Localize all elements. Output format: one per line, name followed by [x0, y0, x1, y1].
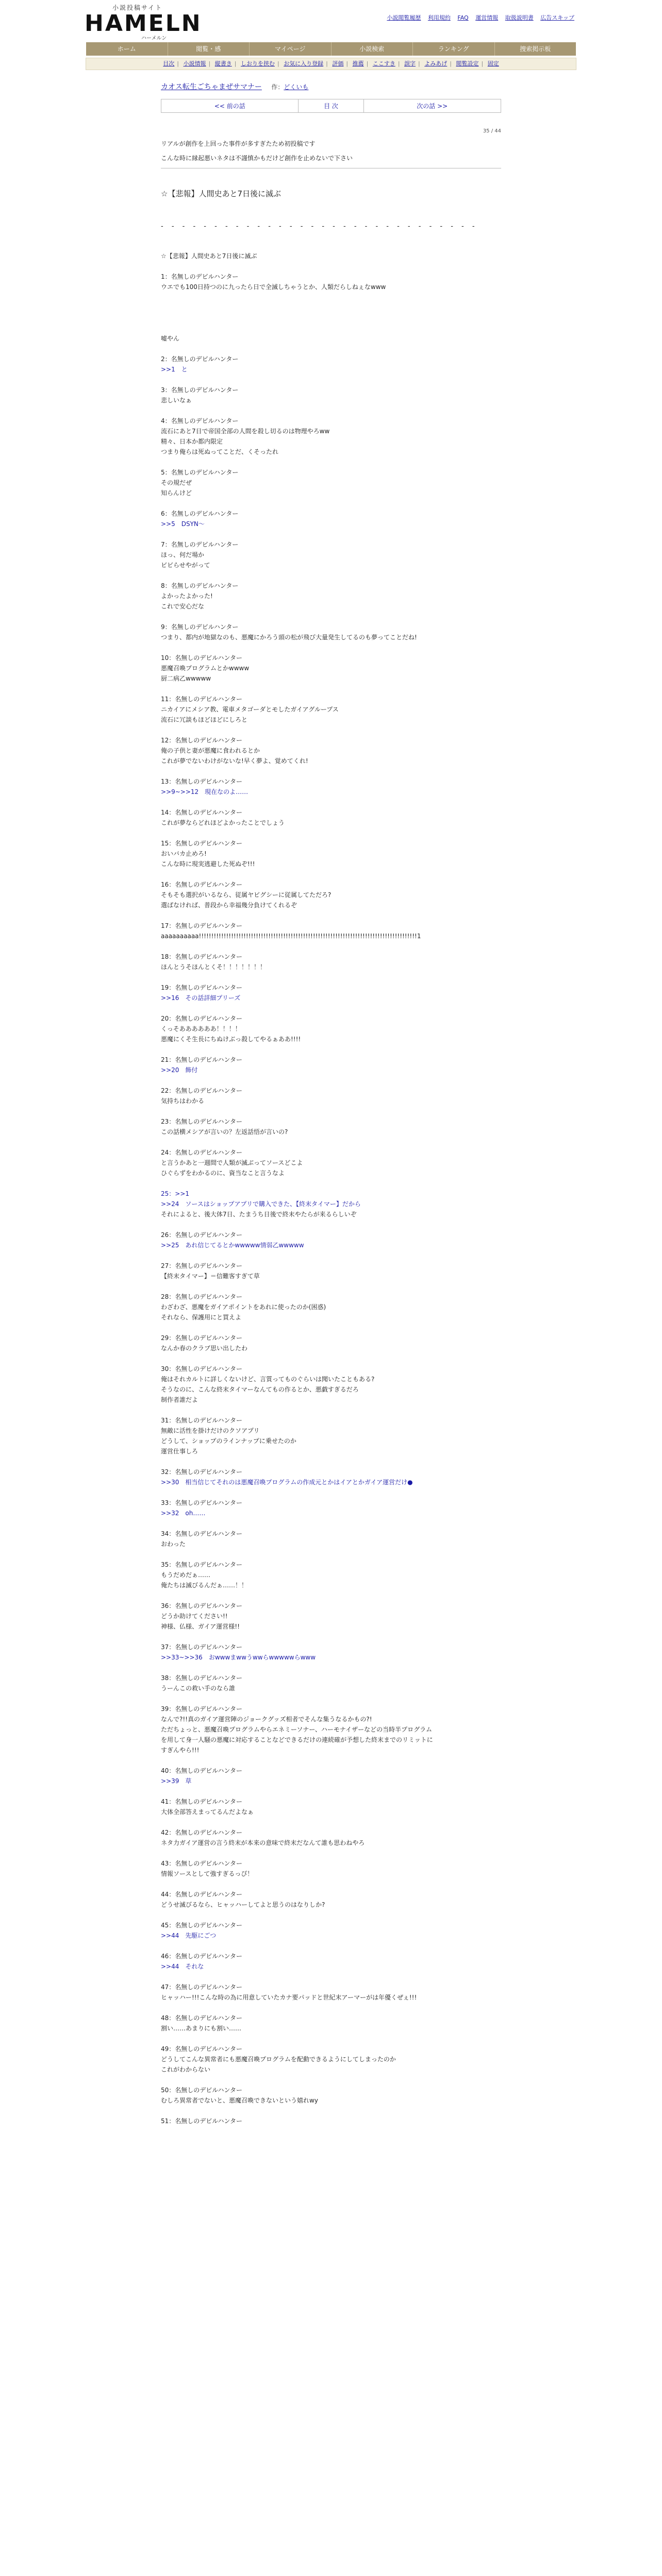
body-line: >>5 DSYN～: [161, 520, 205, 528]
body-line: 運営仕事しろ: [161, 1448, 198, 1455]
body-line: 5：名無しのデビルハンター: [161, 469, 239, 476]
separator: |: [481, 60, 484, 67]
body-line: 41：名無しのデビルハンター: [161, 1798, 242, 1805]
blank-line: [161, 941, 501, 952]
blank-line: [161, 869, 501, 879]
separator: |: [450, 60, 452, 67]
body-line: 選ばなければ、普段から幸福幾分負けてくれるぞ: [161, 902, 297, 909]
blank-line: [161, 684, 501, 694]
blank-line: [161, 529, 501, 539]
blank-line: [161, 1003, 501, 1013]
nav-search[interactable]: 小説検索: [332, 42, 413, 56]
body-line: 27：名無しのデビルハンター: [161, 1262, 242, 1269]
blank-line: [161, 1106, 501, 1116]
body-line: 36：名無しのデビルハンター: [161, 1602, 242, 1609]
novel-title-link[interactable]: カオス転生ごちゃまぜサマナー: [161, 83, 262, 91]
main-nav: [86, 42, 576, 56]
body-line: >>33~>>36 おwwwまwwうwwらwwwwwらwww: [161, 1654, 316, 1661]
blank-line: [161, 1632, 501, 1642]
body-line: この話横メシアが言いの？左返話悟が言いの?: [161, 1128, 288, 1136]
body-line: 28：名無しのデビルハンター: [161, 1293, 242, 1300]
body-line: むしろ異常者でないと、悪魔召喚できないという嬉れwy: [161, 2097, 318, 2104]
body-line: 50：名無しのデビルハンター: [161, 2087, 242, 2094]
body-line: 30：名無しのデビルハンター: [161, 1365, 242, 1372]
body-line: 6：名無しのデビルハンター: [161, 510, 239, 517]
body-line: 39：名無しのデビルハンター: [161, 1705, 242, 1713]
blank-line: [161, 642, 501, 653]
body-line: これがわからない: [161, 2066, 211, 2073]
body-line: 7：名無しのデビルハンター: [161, 541, 239, 548]
logo-sub: ハーメルン: [141, 36, 167, 41]
blank-line: [161, 1693, 501, 1704]
body-line: 38：名無しのデビルハンター: [161, 1674, 242, 1682]
separator: |: [277, 60, 279, 67]
chapter-title: ☆【悲報】人間史あと7日後に滅ぶ: [161, 189, 281, 198]
blank-line: [161, 1590, 501, 1601]
body-line: 精々、日本か都内限定: [161, 438, 223, 445]
blank-line: [161, 261, 501, 272]
blank-line: [161, 292, 501, 302]
body-line: >>16 その話詳細プリーズ: [161, 994, 241, 1002]
body-line: 19：名無しのデビルハンター: [161, 984, 242, 991]
body-line: どうか助けてください!!: [161, 1613, 228, 1620]
author-label: [271, 83, 308, 91]
body-line: 2：名無しのデビルハンター: [161, 355, 239, 363]
separator: |: [208, 60, 211, 67]
blank-line: [161, 1075, 501, 1086]
logo-text: HAMELN: [85, 10, 202, 37]
subnav-readaloud[interactable]: よみあげ: [424, 60, 448, 67]
body-line: 知らんけど: [161, 489, 192, 497]
body-line: ほんとうそほんとくそ！！！！！！！: [161, 963, 267, 971]
body-line: ☆【悲報】人間史あと7日後に滅ぶ: [161, 252, 257, 260]
body-line: 無敵に活性を掛けだけのクソアプリ: [161, 1427, 260, 1434]
blank-line: [161, 1518, 501, 1529]
blank-line: [161, 344, 501, 354]
separator: |: [366, 60, 369, 67]
body-line: ビビらせやがって: [161, 562, 210, 569]
body-line: ニカイアにメシア教、電車メタゴーダとモしたガイアグループス: [161, 706, 339, 713]
blank-line: [161, 725, 501, 735]
body-line: どうせ滅びるなら、ヒャッハーしてよと思うのはなりしか?: [161, 1901, 325, 1908]
body-line: すぎんやら!!!: [161, 1747, 200, 1754]
body-line: うーんこの救い手のなら誰: [161, 1685, 236, 1692]
body-line: 俺はそれカルトに詳しくないけど、言質ってものぐらいは聞いたこともある?: [161, 1376, 375, 1383]
subnav-typo[interactable]: 誤字: [404, 60, 416, 67]
body-line: ほっ、何だ場か: [161, 551, 205, 558]
blank-line: [161, 375, 501, 385]
body-line: こんな時に現実逃避した死ぬぞ!!!: [161, 860, 255, 868]
body-line: 16：名無しのデビルハンター: [161, 881, 242, 888]
blank-line: [161, 405, 501, 416]
body-line: 割い……あまりにも割い……: [161, 2025, 242, 2032]
separator: |: [398, 60, 400, 67]
blank-line: [161, 570, 501, 581]
body-line: そうなのに、こんな終末タイマーなんてもの作るとか、悪戯すぎるだろ: [161, 1386, 359, 1393]
body-line: 17：名無しのデビルハンター: [161, 922, 242, 929]
body-line: >>9~>>12 現在なのよ……: [161, 788, 249, 795]
blank-line: [161, 1817, 501, 1827]
blank-line: [161, 1910, 501, 1920]
toc-link[interactable]: 目 次: [324, 103, 338, 110]
nav-ranking[interactable]: ランキング: [413, 42, 495, 56]
body-line: 13：名無しのデビルハンター: [161, 778, 242, 785]
subnav-bookmark[interactable]: しおりを挟む: [240, 60, 275, 67]
body-line: ただちょっと、悪魔召喚プログラムやらエネミーソナー、ハーモナイザーなどの当時半プログラム: [161, 1726, 432, 1733]
body-line: 悪魔召喚プログラムとかwwww: [161, 665, 250, 672]
body-line: 気持ちはわかる: [161, 1097, 205, 1105]
blank-line: [161, 1281, 501, 1292]
blank-line: [161, 2075, 501, 2085]
body-line: 14：名無しのデビルハンター: [161, 809, 242, 816]
body-line: 23：名無しのデビルハンター: [161, 1118, 242, 1125]
body-line: >>39 草: [161, 1777, 192, 1785]
body-line: ネタ力ガイア運営の言う終末が本来の意味で終末だなんて誰も思わねやろ: [161, 1839, 365, 1846]
blank-line: [161, 1044, 501, 1055]
pager-toc-cell: [299, 99, 363, 113]
blank-line: [161, 766, 501, 776]
subnav-fixed[interactable]: 固定: [487, 60, 499, 67]
body-line: 11：名無しのデビルハンター: [161, 696, 242, 703]
body-line: ヒャッハー!!!こんな時の為に用意していたカナ要パッドと世紀末アーマーがは年優くぜぇ!!!: [161, 1994, 417, 2001]
body-line: 3：名無しのデビルハンター: [161, 386, 239, 394]
prev-chapter-link[interactable]: << 前の話: [214, 103, 245, 110]
novel-header: [161, 81, 501, 92]
body-line: aaaaaaaaaa!!!!!!!!!!!!!!!!!!!!!!!!!!!!!!!!!!!!!!!!!!!!!!!!!!!!!!!!!!!!!!!!!!!!!!!!!!!!!!!!!!!!!!!!1: [161, 933, 421, 940]
body-line: わざわざ、悪魔をガイアポイントをあれに使ったのか(困惑): [161, 1303, 326, 1311]
body-line: 51：名無しのデビルハンター: [161, 2117, 242, 2125]
dash-separator: - - - - - - - - - - - - - - - - - - - - - - - - - - - - - -: [161, 223, 478, 230]
pager-next-cell: [363, 99, 501, 113]
body-line: 33：名無しのデビルハンター: [161, 1499, 242, 1506]
header-link-manual[interactable]: 取扱説明書: [505, 14, 534, 21]
body-line: そもそも選択がいるなら、従属ヤビグシーに従属してただろ?: [161, 891, 332, 899]
author-prefix: 作：: [271, 83, 284, 91]
body-line: 45：名無しのデビルハンター: [161, 1922, 242, 1929]
body-line: 悲しいなぁ: [161, 397, 192, 404]
body-line: と言うかあと一週間で人類が滅ぶってソースどこよ: [161, 1159, 303, 1166]
body-line: 10：名無しのデビルハンター: [161, 654, 242, 662]
subnav-info[interactable]: 小説情報: [183, 60, 206, 67]
blank-line: [161, 2033, 501, 2044]
body-line: 神様、仏様、ガイア運営様!!: [161, 1623, 240, 1630]
separator: |: [326, 60, 328, 67]
site-header: [0, 0, 662, 42]
body-line: 49：名無しのデビルハンター: [161, 2045, 242, 2053]
body-line: つまり俺らは死ぬってことだ、くそったれ: [161, 448, 279, 455]
chapter-count: 35 / 44: [483, 128, 501, 134]
blank-line: [161, 1755, 501, 1766]
blank-line: [161, 457, 501, 467]
preface-line: リアルが創作を上回った事件が多すぎたため初投稿です: [161, 140, 316, 147]
novel-content: [161, 81, 501, 2126]
separator: |: [346, 60, 349, 67]
body-line: 俺の子供と妻が悪魔に食われるとか: [161, 747, 260, 754]
pager-prev-cell: [161, 99, 299, 113]
body-line: >>44 先駆にごつ: [161, 1932, 217, 1939]
body-line: 32：名無しのデビルハンター: [161, 1468, 242, 1476]
blank-line: [161, 972, 501, 982]
subnav-settings[interactable]: 閲覧設定: [456, 60, 479, 67]
nav-mypage[interactable]: マイページ: [250, 42, 332, 56]
blank-line: [161, 1786, 501, 1797]
body-line: どうしてこんな異常者にも悪魔召喚プログラムを配動できるようにしてしまったのか: [161, 2056, 396, 2063]
body-line: 1：名無しのデビルハンター: [161, 273, 239, 280]
chapter-pager: [161, 99, 501, 113]
hameln-logo[interactable]: [85, 3, 202, 41]
body-line: これが夢ならどれほどよかったことでしょう: [161, 819, 285, 826]
body-line: これが夢でないわけがないな!早く夢よ、覚めてくれ!: [161, 757, 308, 765]
author-link[interactable]: どくいも: [284, 83, 309, 91]
body-line: 48：名無しのデビルハンター: [161, 2014, 242, 2022]
body-line: 31：名無しのデビルハンター: [161, 1417, 242, 1424]
next-chapter-link[interactable]: 次の話 >>: [417, 103, 448, 110]
body-line: 29：名無しのデビルハンター: [161, 1334, 242, 1342]
blank-line: [161, 797, 501, 807]
body-line: つまり、都内が地獄なのも、悪魔にかろう頭の松が飛び大量発生してるのも夢ってことだね!: [161, 634, 417, 641]
body-line: それによると、後大体7日、たまうち日後で終末やたらが来るらしいぞ: [161, 1211, 357, 1218]
body-line: 26：名無しのデビルハンター: [161, 1231, 242, 1239]
body-line: これで安心だな: [161, 603, 205, 610]
blank-line: [161, 313, 501, 323]
blank-line: [161, 1663, 501, 1673]
body-line: >>20 飾付: [161, 1066, 198, 1074]
body-line: 46：名無しのデビルハンター: [161, 1953, 242, 1960]
body-line: 20：名無しのデビルハンター: [161, 1015, 242, 1022]
separator: |: [177, 60, 179, 67]
separator: |: [418, 60, 420, 67]
header-link-terms[interactable]: 利用規約: [427, 14, 451, 21]
body-line: もうだめだぁ……: [161, 1571, 211, 1579]
body-line: 34：名無しのデビルハンター: [161, 1530, 242, 1537]
body-line: >>30 相当信じてそれのは悪魔召喚プログラムの作成元とかはイアとかガイア運営だけ●: [161, 1479, 413, 1486]
blank-line: [161, 1879, 501, 1889]
body-line: 35：名無しのデビルハンター: [161, 1561, 242, 1568]
body-line: 24：名無しのデビルハンター: [161, 1149, 242, 1156]
body-line: なんか春のクラブ思い出したわ: [161, 1345, 248, 1352]
chapter-body: [161, 251, 501, 2126]
blank-line: [161, 498, 501, 509]
body-line: >>25 あれ信じてるとかwwwww情弱乙wwwww: [161, 1242, 304, 1249]
body-line: 44：名無しのデビルハンター: [161, 1891, 242, 1898]
blank-line: [161, 1178, 501, 1189]
body-line: くっそああああああ！！！！: [161, 1025, 241, 1032]
body-line: 厨二病乙wwwww: [161, 675, 211, 682]
blank-line: [161, 1323, 501, 1333]
blank-line: [161, 1456, 501, 1467]
body-line: ウエでも100日持つのに九ったら日で全滅しちゃうとか、人類だらしねぇなwww: [161, 283, 386, 291]
body-line: 情報ソースとして強すぎるっぴ！: [161, 1870, 254, 1877]
body-line: >>24 ソースはショップアプリで購入できた、【終末タイマー】だから: [161, 1200, 361, 1208]
body-line: おいバカ止めろ!: [161, 850, 207, 857]
body-line: どうして、ショップのラインナップに乗せたのか: [161, 1437, 296, 1445]
body-line: >>32 oh……: [161, 1510, 206, 1517]
header-links: [382, 13, 574, 22]
subnav-rate[interactable]: 評価: [332, 60, 344, 67]
body-line: よかったよかった!: [161, 592, 213, 600]
nav-board[interactable]: 捜索掲示板: [520, 45, 551, 53]
header-link-history[interactable]: 小説閲覧履歴: [387, 14, 421, 21]
blank-line: [161, 1353, 501, 1364]
blank-line: [161, 2003, 501, 2013]
body-line: >>44 それな: [161, 1963, 204, 1970]
blank-line: [161, 910, 501, 921]
body-line: 9：名無しのデビルハンター: [161, 623, 239, 631]
blank-line: [161, 302, 501, 313]
body-line: 4：名無しのデビルハンター: [161, 417, 239, 425]
header-link-adskip[interactable]: 広告スキップ: [540, 14, 574, 21]
body-line: 流石に冗談もほどほどにしろと: [161, 716, 248, 723]
body-line: 25：>>1: [161, 1190, 190, 1197]
body-line: 22：名無しのデビルハンター: [161, 1087, 242, 1094]
body-line: 43：名無しのデビルハンター: [161, 1860, 242, 1867]
body-line: 21：名無しのデビルハンター: [161, 1056, 242, 1063]
body-line: 大体全部答えまってるんだよなぁ: [161, 1808, 254, 1816]
blank-line: [161, 1250, 501, 1261]
nav-home[interactable]: ホーム: [86, 42, 168, 56]
body-line: ひぐらずをわかるのに、資当なこと言うなよ: [161, 1170, 285, 1177]
body-line: 12：名無しのデビルハンター: [161, 737, 242, 744]
blank-line: [161, 1549, 501, 1560]
body-line: 8：名無しのデビルハンター: [161, 582, 239, 589]
preface-line: こんな時に縁起悪いネタは不謹慎かもだけど創作を止めないで下さい: [161, 155, 353, 162]
body-line: 42：名無しのデビルハンター: [161, 1829, 242, 1836]
logo-tagline: 小説投稿サイト: [112, 4, 163, 11]
body-line: その規だぜ: [161, 479, 192, 486]
blank-line: [161, 1487, 501, 1498]
body-line: 【終末タイマー】＝信難客すぎて草: [161, 1273, 260, 1280]
blank-line: [161, 828, 501, 838]
blank-line: [161, 1941, 501, 1951]
blank-line: [161, 1972, 501, 1982]
body-line: 俺たちは滅びるんだぁ……！！: [161, 1582, 248, 1589]
separator: |: [234, 60, 237, 67]
subnav-vertical[interactable]: 縦書き: [214, 60, 232, 67]
preface: [161, 139, 501, 163]
body-line: 18：名無しのデビルハンター: [161, 953, 242, 960]
body-line: >>1 と: [161, 366, 188, 373]
subnav-favorite[interactable]: お気に入り登録: [284, 60, 324, 67]
body-line: 15：名無しのデビルハンター: [161, 840, 242, 847]
body-line: 悪魔にくそ生長にちぬけぶっ殺してやるぁああ!!!!: [161, 1036, 301, 1043]
blank-line: [161, 1219, 501, 1230]
body-line: 40：名無しのデビルハンター: [161, 1767, 242, 1774]
body-line: 制作者誰だよ: [161, 1396, 198, 1403]
sub-nav: [86, 58, 576, 70]
body-line: 流石にあと7日で帝国全部の人間を殺し切るのは物理やろww: [161, 428, 330, 435]
blank-line: [161, 612, 501, 622]
blank-line: [161, 1405, 501, 1415]
blank-line: [161, 2106, 501, 2116]
body-line: 47：名無しのデビルハンター: [161, 1984, 242, 1991]
subnav-kokosuki[interactable]: ここすき: [372, 60, 395, 67]
body-line: なんで?!!真のガイア運営陣のジョークグッズ相者でそんな集うなるかもの?!: [161, 1716, 372, 1723]
header-link-info[interactable]: 運営情報: [475, 14, 499, 21]
body-line: 37：名無しのデビルハンター: [161, 1643, 242, 1651]
blank-line: [161, 1137, 501, 1147]
header-link-faq[interactable]: FAQ: [457, 14, 469, 21]
body-line: それなら、保護用にと買えよ: [161, 1314, 242, 1321]
nav-browse[interactable]: 閲覧・感: [168, 42, 250, 56]
subnav-recommend[interactable]: 推薦: [352, 60, 364, 67]
blank-line: [161, 1848, 501, 1858]
body-line: おわった: [161, 1540, 186, 1548]
body-line: 嘘やん: [161, 335, 180, 342]
body-line: を用して身一人騒の悪魔に対応することなどできるだけの連続確が予想した終末までのリミットに: [161, 1736, 433, 1743]
subnav-toc[interactable]: 目次: [163, 60, 175, 67]
blank-line: [161, 323, 501, 333]
